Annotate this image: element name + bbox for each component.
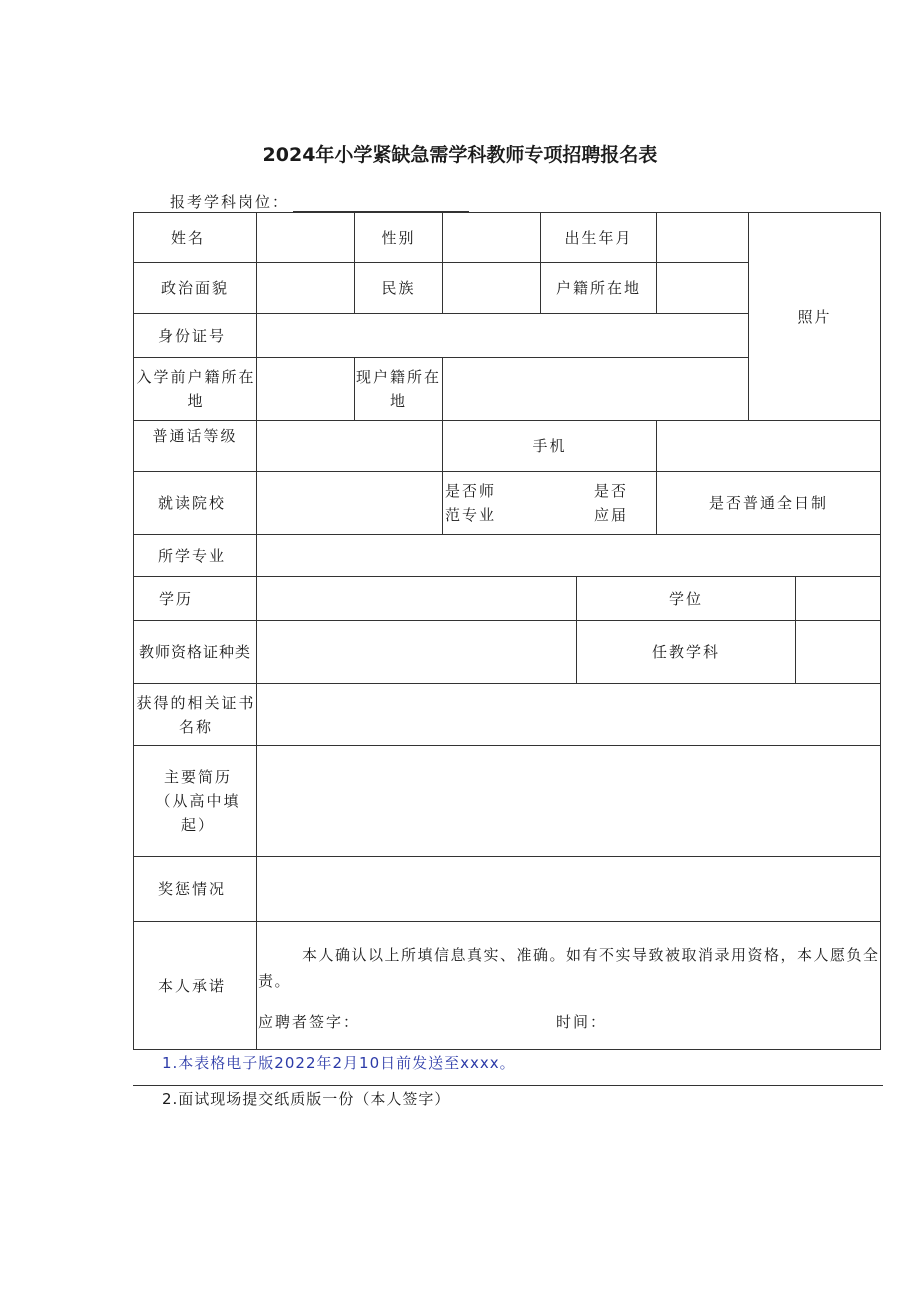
position-input-line[interactable] — [293, 195, 469, 212]
phone-label: 手机 — [532, 437, 567, 455]
pre-household-label: 入学前户籍所在地 — [136, 368, 256, 410]
form-title: 2024年小学紧缺急需学科教师专项招聘报名表 — [262, 144, 658, 166]
pre-household-input-cell[interactable] — [256, 357, 355, 421]
rewards-label: 奖惩情况 — [157, 880, 226, 898]
household-label: 户籍所在地 — [555, 279, 641, 297]
current-household-label: 现户籍所在地 — [355, 368, 441, 410]
time-label: 时间： — [556, 1013, 608, 1031]
note-2: 2.面试现场提交纸质版一份（本人签字） — [162, 1090, 451, 1108]
footer-divider — [133, 1085, 883, 1086]
id-input-cell[interactable] — [256, 313, 749, 358]
resume-input-cell[interactable] — [256, 745, 881, 857]
degree-input-cell[interactable] — [795, 576, 881, 621]
household-input-cell[interactable] — [656, 262, 749, 314]
resume-label: 主要简历（从高中填起） — [155, 768, 241, 834]
normal-major-label: 是否师范专业 — [445, 482, 497, 524]
pledge-text: 本人确认以上所填信息真实、准确。如有不实导致被取消录用资格，本人愿负全责。 — [258, 946, 880, 990]
birth-input-cell[interactable] — [656, 212, 749, 263]
major-input-cell[interactable] — [256, 534, 881, 577]
major-label: 所学专业 — [157, 546, 226, 565]
gender-label: 性别 — [381, 228, 416, 247]
education-label: 学历 — [158, 589, 193, 608]
rewards-input-cell[interactable] — [256, 856, 881, 922]
id-label: 身份证号 — [157, 326, 226, 345]
mandarin-label: 普通话等级 — [152, 427, 238, 445]
name-input-cell[interactable] — [256, 212, 355, 263]
cert-type-label: 教师资格证种类 — [138, 643, 251, 661]
birth-label: 出生年月 — [564, 228, 633, 247]
degree-label: 学位 — [668, 589, 703, 608]
phone-input-cell[interactable] — [656, 420, 881, 472]
current-household-input-cell[interactable] — [442, 357, 749, 421]
education-input-cell[interactable] — [256, 576, 577, 621]
position-label: 报考学科岗位： — [170, 193, 290, 211]
school-label: 就读院校 — [157, 494, 226, 512]
other-certs-input-cell[interactable] — [256, 683, 881, 746]
political-label: 政治面貌 — [160, 279, 229, 297]
political-input-cell[interactable] — [256, 262, 355, 314]
teaching-subject-label: 任教学科 — [651, 643, 720, 661]
mandarin-input-cell[interactable] — [256, 420, 443, 472]
school-input-cell[interactable] — [256, 471, 443, 535]
pledge-label: 本人承诺 — [157, 976, 226, 995]
other-certs-label: 获得的相关证书名称 — [136, 693, 256, 736]
teaching-subject-input-cell[interactable] — [795, 620, 881, 684]
fulltime-label: 是否普通全日制 — [708, 494, 828, 512]
cert-type-input-cell[interactable] — [256, 620, 577, 684]
name-label: 姓名 — [170, 228, 205, 247]
signature-label: 应聘者签字： — [258, 1013, 361, 1031]
ethnicity-input-cell[interactable] — [442, 262, 541, 314]
position-field — [170, 191, 469, 212]
ethnicity-label: 民族 — [381, 279, 416, 297]
photo-label: 照片 — [797, 307, 832, 326]
gender-input-cell[interactable] — [442, 212, 541, 263]
fresh-grad-label: 是否应届 — [594, 482, 629, 524]
note-1: 1.本表格电子版2022年2月10日前发送至xxxx。 — [162, 1054, 516, 1072]
